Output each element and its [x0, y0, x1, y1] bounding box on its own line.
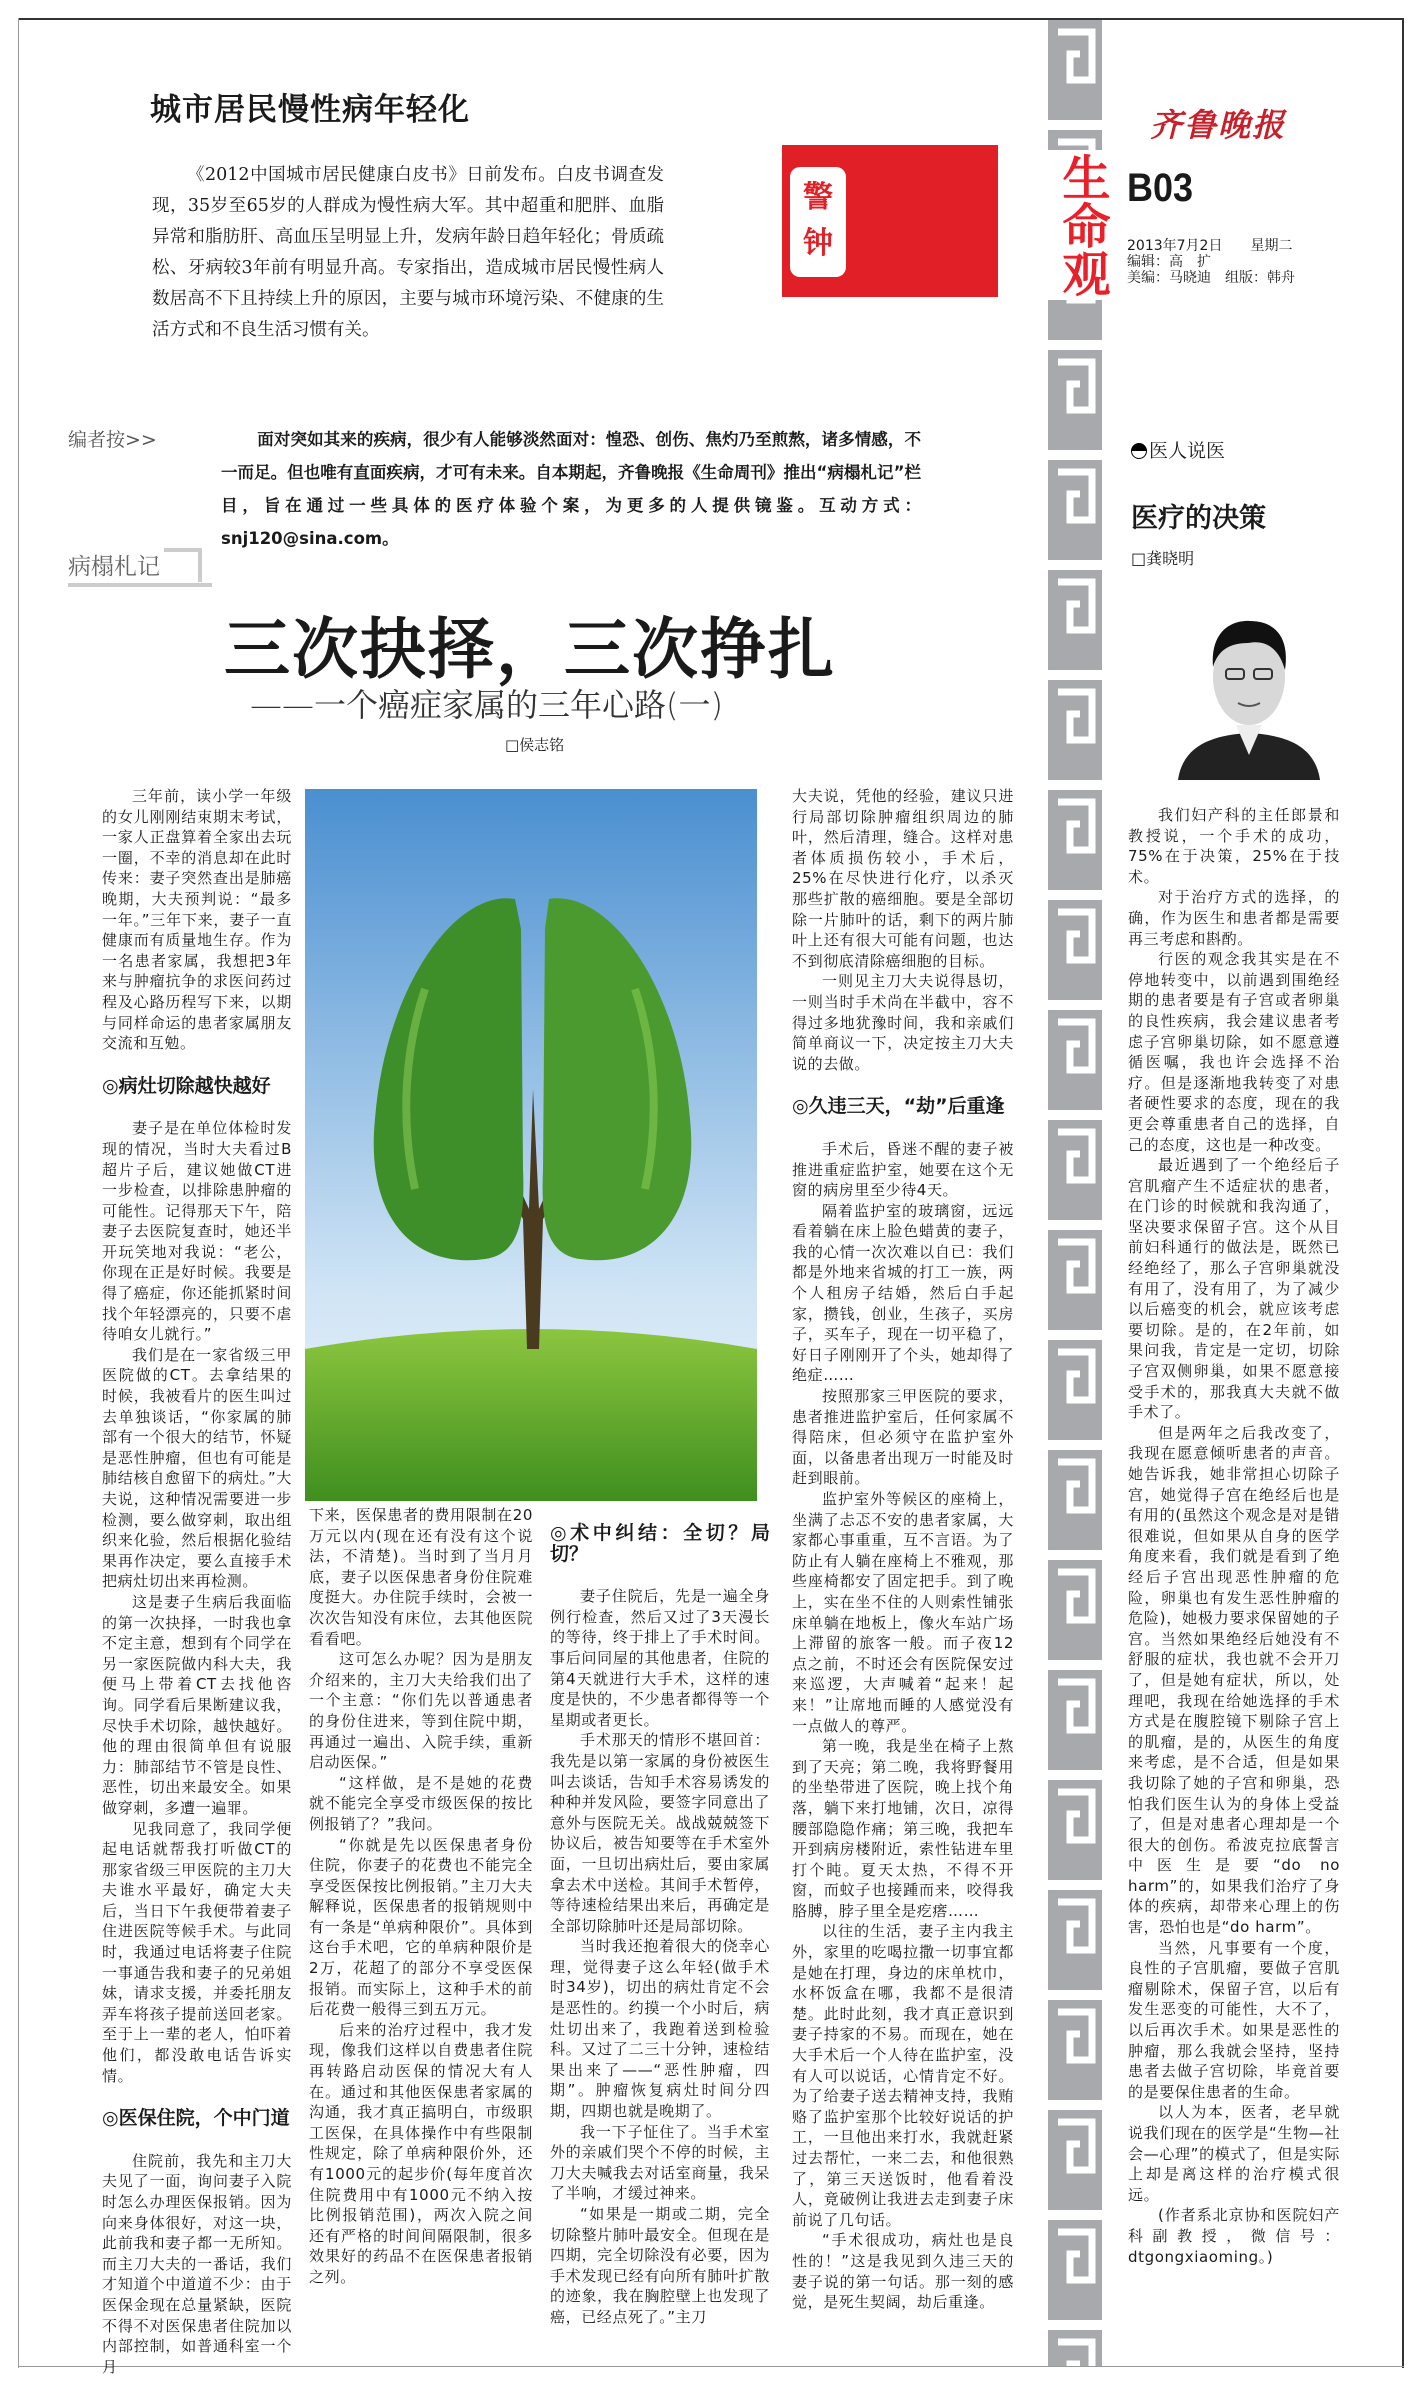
author-portrait	[1158, 585, 1340, 780]
article-column-2	[309, 1505, 533, 2288]
main-headline: 三次抉择，三次挣扎	[224, 611, 836, 688]
side-tag-label: 医人说医	[1149, 440, 1226, 462]
alarm-label	[790, 167, 846, 277]
paragraph: 按照那家三甲医院的要求，患者推进监护室后，任何家属不得陪床，但必须守在监护室外面，以备患者出现万一时能及时赶到眼前。	[792, 1387, 1014, 1488]
paragraph: 见我同意了，我同学便起电话就帮我打听做CT的那家省级三甲医院的主刀大夫谁水平最好，确定大夫后，当日下午我便带着妻子住进医院等候手术。与此同时，我通过电话将妻子住院一事通告我和妻子的兄弟姐妹，请求支援，并委托朋友弄车将孩子提前送回老家。至于上一辈的老人，怕吓着他们，都没敢电话告诉实情。	[102, 1819, 292, 2085]
paragraph: 当然，凡事要有一个度，良性的子宫肌瘤，要做子宫肌瘤剔除术，保留子宫，以后有发生恶变的可能性，大不了，以后再次手术。如果是恶性的肿瘤，那么我就会坚持，坚持患者去做子宫切除，毕竟首要的是要保住患者的生命。	[1128, 1938, 1340, 2101]
side-column-tag	[1131, 436, 1225, 463]
page-border-top	[18, 18, 1404, 20]
paragraph: 妻子住院后，先是一遍全身例行检查，然后又过了3天漫长的等待，终于排上了手术时间。事后问同屋的其他患者，住院的第4天就进行大手术，这样的速度是快的，不少患者都得等一个星期或者更长。	[550, 1587, 770, 1729]
section-heading: ◎医保住院，个中门道	[102, 2107, 290, 2130]
paragraph: 当时我还抱着很大的侥幸心理，觉得妻子这么年轻(做手术时34岁)，切出的病灶肯定不会是恶性的。约摸一个小时后，病灶切出来了，我跑着送到检验科。又过了二三十分钟，速检结果出来了——“恶性肿瘤，四期”。肿瘤恢复病灶时间分四期，四期也就是晚期了。	[550, 1937, 770, 2121]
article-column-4	[792, 786, 1014, 2313]
side-column-body	[1128, 805, 1340, 2267]
paragraph: 下来，医保患者的费用限制在20万元以内(现在还有没有这个说法，不清楚)。当时到了当月月底，妻子以医保患者身份住院难度挺大。办住院手续时，会被一次次告知没有床位，去其他医院看看吧。	[309, 1506, 533, 1648]
main-byline: □侯志铭	[505, 736, 565, 754]
paragraph: “这样做，是不是她的花费就不能完全享受市级医保的按比例报销了？”我问。	[309, 1773, 533, 1833]
paragraph: “手术很成功，病灶也是良性的！”这是我见到久违三天的妻子说的第一句话。那一刻的感觉，是死生契阔，劫后重逢。	[792, 2231, 1014, 2312]
editor: 编辑：高 扩	[1127, 254, 1211, 270]
paragraph: “如果是一期或二期，完全切除整片肺叶最安全。但现在是四期，完全切除没有必要，因为手术发现已经有向所有肺叶扩散的迹象，我在胸腔壁上也发现了癌，已经点死了。”主刀	[550, 2205, 770, 2326]
paragraph: “你就是先以医保患者身份住院，你妻子的花费也不能完全享受医保按比例报销。”主刀大夫解释说，医保患者的报销规则中有一条是“单病种限价”。具体到这台手术吧，它的单病种限价是2万，花超了的部分不享受医保报销。而实际上，这种手术的前后花费一般得三到五万元。	[309, 1835, 533, 2019]
paragraph: 三年前，读小学一年级的女儿刚刚结束期末考试，一家人正盘算着全家出去玩一圈，不幸的消息却在此时传来：妻子突然查出是肺癌晚期，大夫预判说：“最多一年。”三年下来，妻子一直健康而有质量地生存。作为一名患者家属，我想把3年来与肿瘤抗争的求医问药过程及心路历程写下来，以期与同样命运的患者家属朋友交流和互勉。	[102, 787, 292, 1053]
article-column-1	[102, 786, 292, 2377]
editor-note-text: 面对突如其来的疾病，很少有人能够淡然面对：惶恐、创伤、焦灼乃至煎熬，诸多情感，不一而足。但也唯有直面疾病，才可有未来。自本期起，齐鲁晚报《生命周刊》推出“病榻札记”栏目，旨在通过一些具体的医疗体验个案，为更多的人提供镜鉴。互动方式：snj120@sina.com。	[221, 430, 921, 548]
newspaper-logo: 齐鲁晚报	[1150, 106, 1287, 144]
page-border-left	[18, 18, 19, 2368]
editor-note-label: 编者按>>	[68, 429, 157, 451]
section-heading: ◎术中纠结：全切？局切？	[550, 1522, 770, 1565]
author-note: (作者系北京协和医院妇产科副教授，微信号：dtgongxiaoming。)	[1128, 2206, 1340, 2266]
page-border-right	[1402, 18, 1404, 2368]
alarm-char-2: 钟	[803, 226, 833, 261]
half-circle-icon	[1131, 443, 1147, 459]
page-meta	[1127, 238, 1295, 286]
page-number: B03	[1127, 166, 1194, 210]
section-title-vertical: 生命观	[1044, 150, 1106, 300]
article-column-3	[550, 1505, 770, 2328]
column-tag	[68, 548, 212, 581]
paragraph: 隔着监护室的玻璃窗，远远看着躺在床上脸色蜡黄的妻子，我的心情一次次难以自已：我们都是外地来省城的打工一族，两个人租房子结婚，然后白手起家，攒钱，创业，生孩子，买房子，买车子，现在一切平稳了，好日子刚刚开了个头，她却得了绝症……	[792, 1201, 1014, 1385]
paragraph: 最近遇到了一个绝经后子宫肌瘤产生不适症状的患者，在门诊的时候就和我沟通了，坚决要求保留子宫。这个从目前妇科通行的做法是，既然已经绝经了，那么子宫卵巢就没有用了，没有用了，为了减少以后癌变的机会，就应该考虑要切除。是的，在2年前，如果问我，肯定是一定切，切除子宫双侧卵巢，如果不愿意接受手术的，那我真大夫就不做手术了。	[1128, 1156, 1340, 1422]
paragraph: 手术后，昏迷不醒的妻子被推进重症监护室，她要在这个无窗的病房里至少待4天。	[792, 1139, 1014, 1200]
lead-article-body: 《2012中国城市居民健康白皮书》日前发布。白皮书调查发现，35岁至65岁的人群成为慢性病大军。其中超重和肥胖、血脂异常和脂肪肝、高血压呈明显上升，发病年龄日趋年轻化；骨质疏松、牙病较3年前有明显升高。专家指出，造成城市居民慢性病人数居高不下且持续上升的原因，主要与城市环境污染、不健康的生活方式和不良生活习惯有关。	[152, 165, 664, 340]
paragraph: 行医的观念我其实是在不停地转变中，以前遇到围绝经期的患者要是有子宫或者卵巢的良性疾病，我会建议患者考虑子宫卵巢切除，如不愿意遵循医嘱，我也许会选择不治疗。但是逐渐地我转变了对患者硬性要求的态度，现在的我更会尊重患者自己的选择，自己的态度，这也是一种改变。	[1128, 950, 1340, 1154]
paragraph: 第一晚，我是坐在椅子上熬到了天亮；第二晚，我将野餐用的坐垫带进了医院，晚上找个角落，躺下来打地铺，次日，凉得腰部隐隐作痛；第三晚，我把车开到病房楼附近，索性钻进车里打个盹。夏天太热，不得不开窗，而蚊子也接踵而来，咬得我胳膊，脖子里全是疙瘩……	[792, 1737, 1014, 1920]
paragraph: 手术那天的情形不堪回首：我先是以第一家属的身份被医生叫去谈话，告知手术容易诱发的种种并发风险，要签字同意出了意外与医院无关。战战兢兢签下协议后，被告知要等在手术室外面，一旦切出病灶后，要由家属拿去术中送检。其间手术暂停，等待速检结果出来后，再确定是全部切除肺叶还是局部切除。	[550, 1731, 770, 1935]
paragraph: 我们是在一家省级三甲医院做的CT。去拿结果的时候，我被看片的医生叫过去单独谈话，“你家属的肺部有一个很大的结节，怀疑是恶性肿瘤，但也有可能是肺结核自愈留下的病灶。”大夫说，这种情况需要进一步检测，要么做穿刺，取出组织来化验，然后根据化验结果再作决定，要么直接手术把病灶切出来再检测。	[102, 1345, 292, 1591]
lead-article-title: 城市居民慢性病年轻化	[150, 92, 470, 128]
paragraph: 以人为本，医者，老早就说我们现在的医学是“生物—社会—心理”的模式了，但是实际上却是离这样的治疗模式很远。	[1128, 2103, 1340, 2204]
lung-tree-image	[305, 789, 757, 1501]
alarm-badge	[782, 145, 998, 297]
section-heading: ◎久违三天，“劫”后重逢	[792, 1095, 1005, 1118]
paragraph: 这可怎么办呢？因为是朋友介绍来的，主刀大夫给我们出了一个主意：“你们先以普通患者的身份住进来，等到住院中期，再通过一遍出、入院手续，重新启动医保。”	[309, 1650, 533, 1772]
side-column-author: □龚晓明	[1131, 549, 1195, 568]
paragraph: 妻子是在单位体检时发现的情况，当时大夫看过B超片子后，建议她做CT进一步检查，以排除患肿瘤的可能性。记得那天下午，陪妻子去医院复查时，她还半开玩笑地对我说：“老公，你现在正是好时候。我要是得了癌症，你还能抓紧时间找个年轻漂亮的，只要不虐待咱女儿就行。”	[102, 1119, 292, 1344]
paragraph: 监护室外等候区的座椅上，坐满了忐忑不安的患者家属，大家都心事重重，互不言语。为了防止有人躺在座椅上不雅观，那些座椅都安了固定把手。到了晚上，实在坐不住的人则索性铺张床单躺在地板上，像火车站广场上滞留的旅客一般。而子夜12点之前，不时还会有医院保安过来巡逻，大声喊着“起来！起来！”让席地而睡的人感觉没有一点做人的尊严。	[792, 1490, 1014, 1735]
paragraph: 后来的治疗过程中，我才发现，像我们这样以自费患者住院再转路启动医保的情况大有人在。通过和其他医保患者家属的沟通，我才真正搞明白，市级职工医保，在具体操作中有些限制性规定，除了单病种限价外，还有1000元的起步价(每年度首次住院费用中有1000元不纳入按比例报销范围)，两次入院之间还有严格的时间间隔限制，很多效果好的药品不在医保患者报销之列。	[309, 2020, 533, 2286]
designer: 美编：马晓迪 组版：韩舟	[1127, 270, 1295, 286]
side-column-title: 医疗的决策	[1131, 503, 1266, 534]
meander-border-decoration	[1048, 20, 1102, 2366]
paragraph: 这是妻子生病后我面临的第一次抉择，一时我也拿不定主意，想到有个同学在另一家医院做内科大夫，我便马上带着CT去找他咨询。同学看后果断建议我，尽快手术切除，越快越好。他的理由很简单但有说服力：肺部结节不管是良性、恶性，切出来最安全。如果做穿刺，多遭一遍罪。	[102, 1592, 292, 1817]
paragraph: 住院前，我先和主刀大夫见了一面，询问妻子入院时怎么办理医保报销。因为向来身体很好，对这一块，此前我和妻子都一无所知。而主刀大夫的一番话，我们才知道个中道道不少：由于医保金现在总量紧缺，医院不得不对医保患者住院加以内部控制，如普通科室一个月	[102, 2151, 292, 2376]
paragraph: 我一下子怔住了。当手术室外的亲戚们哭个不停的时候，主刀大夫喊我去对话室商量，我呆了半响，才缓过神来。	[550, 2122, 770, 2203]
paragraph: 对于治疗方式的选择，的确，作为医生和患者都是需要再三考虑和斟酌。	[1128, 888, 1340, 948]
weekday: 星期二	[1250, 238, 1293, 254]
date: 2013年7月2日	[1127, 238, 1223, 254]
main-subhead: ——一个癌症家属的三年心路(一)	[250, 686, 723, 724]
paragraph: 大夫说，凭他的经验，建议只进行局部切除肿瘤组织周边的肺叶，然后清理，缝合。这样对患者体质损伤较小，手术后，25%在尽快进行化疗，以杀灭那些扩散的癌细胞。要是全部切除一片肺叶的话，剩下的两片肺叶上还有很大可能有问题，也达不到彻底清除癌细胞的目标。	[792, 787, 1014, 970]
column-tag-frame	[164, 548, 202, 582]
section-heading: ◎病灶切除越快越好	[102, 1074, 271, 1097]
alarm-char-1: 警	[803, 180, 833, 215]
column-tag-label: 病榻札记	[68, 554, 160, 580]
paragraph: 一则见主刀大夫说得恳切，一则当时手术尚在半截中，容不得过多地犹豫时间，我和亲戚们简单商议一下，决定按主刀大夫说的去做。	[792, 972, 1014, 1073]
paragraph: 我们妇产科的主任郎景和教授说，一个手术的成功，75%在于决策，25%在于技术。	[1128, 806, 1340, 886]
paragraph: 但是两年之后我改变了，我现在愿意倾听患者的声音。她告诉我，她非常担心切除子宫，她觉得子宫在绝经后也是有用的(虽然这个观念是对是错很难说，但如果从自身的医学角度来看，我们就是看到了绝经后子宫出现恶性肿瘤的危险，卵巢也有发生恶性肿瘤的危险)，她极力要求保留她的子宫。当然如果绝经后她没有不舒服的症状，我也就不会开刀了，但是她有症状，所以，处理吧，我现在给她选择的手术方式是在腹腔镜下剔除子宫上的肌瘤，是的，从医生的角度来考虑，是不合适，但是如果我切除了她的子宫和卵巢，恐怕我们医生认为的身体上受益了，但是对患者心理却是一个很大的创伤。希波克拉底誓言中医生是要“do no harm”的，如果我们治疗了身体的疾病，却带来心理上的伤害，恐怕也是“do harm”。	[1128, 1423, 1340, 1937]
column-tag-underline	[68, 583, 212, 587]
paragraph: 以往的生活，妻子主内我主外，家里的吃喝拉撒一切事宜都是她在打理，身边的床单枕巾，水杯饭盒在哪，我都不是很清楚。此时此刻，我才真正意识到妻子持家的不易。而现在，她在大手术后一个人待在监护室，没有人可以说话，心情肯定不好。为了给妻子送去精神支持，我贿赂了监护室那个比较好说话的护工，一旦他出来打水，我就赶紧过去帮忙，一来二去，和他很熟了，第三天送饭时，他看着没人，竟破例让我进去走到妻子床前说了几句话。	[792, 1922, 1014, 2229]
